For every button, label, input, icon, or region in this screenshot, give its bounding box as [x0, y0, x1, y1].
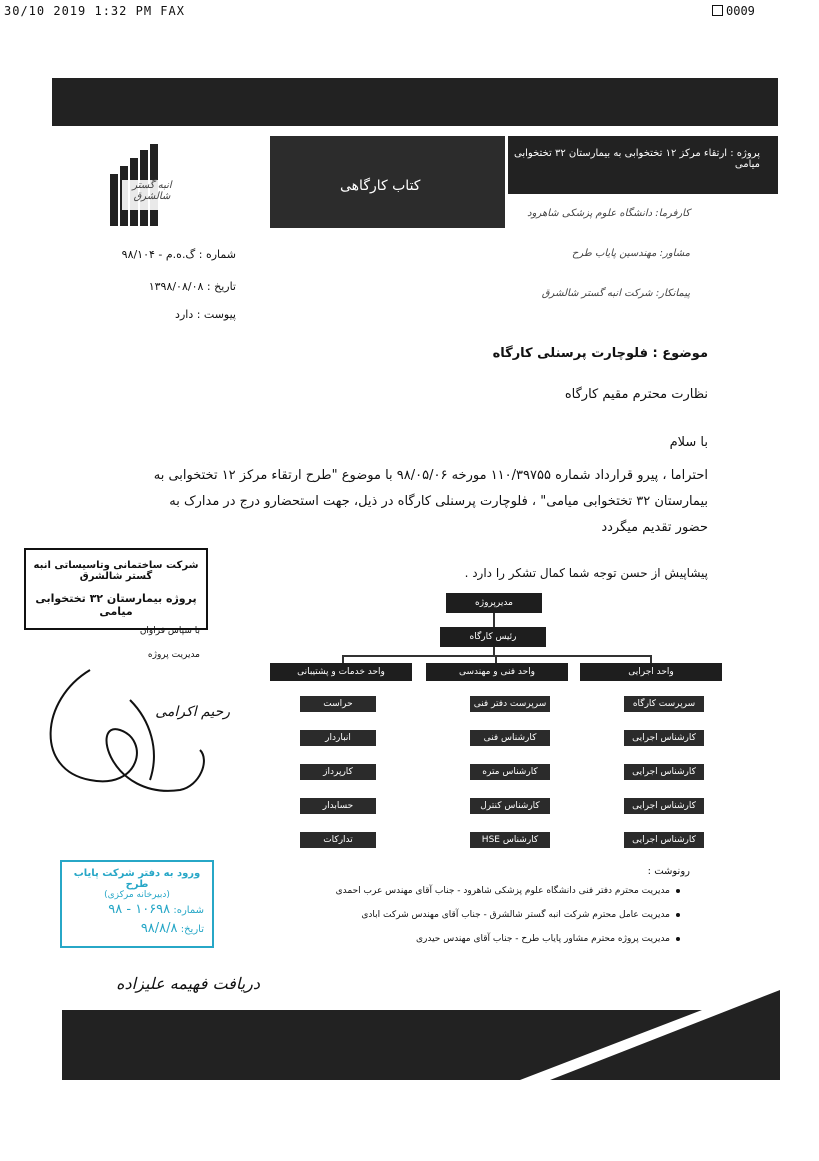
receipt-stamp: ورود به دفتر شرکت پایاب طرح (دبیرخانه مرکزی) شماره: ۱۰۶۹۸ - ۹۸ تاریخ: ۹۸/۸/۸	[60, 860, 214, 948]
letter-paragraph: احتراما ، پیرو قرارداد شماره ۱۱۰/۳۹۷۵۵ مورخه ۹۸/۰۵/۰۶ با موضوع "طرح ارتقاء مرکز ۱۲ تختخوابی به بیمارستان ۳۲ تختخوابی میامی" ، فلوچارت پرسنلی کارگاه در ذیل، جهت استحضارو درج در مدارک به حضور تقدیم میگردد	[153, 468, 708, 535]
cc-item: مدیریت محترم دفتر فنی دانشگاه علوم پزشکی شاهرود - جناب آقای مهندس عرب احمدی	[250, 886, 680, 910]
client-line: کارفرما: دانشگاه علوم پزشکی شاهرود	[527, 208, 690, 219]
signer-title: مدیریت پروژه	[147, 650, 200, 660]
letterhead-title: کتاب کارگاهی	[340, 178, 421, 194]
org-item: انباردار	[300, 730, 376, 746]
logo-text: انبه گستر شالشرق	[132, 180, 172, 202]
fax-header: 30/10 2019 1:32 PM FAX	[4, 4, 185, 18]
contractor-line: پیمانکار: شرکت انبه گستر شالشرق	[541, 288, 690, 299]
org-unit-support: واحد خدمات و پشتیبانی	[270, 663, 412, 681]
org-item: حراست	[300, 696, 376, 712]
org-connector	[342, 655, 652, 657]
greeting: با سلام	[669, 435, 708, 450]
bottom-signature: دریافت فهیمه علیزاده	[116, 974, 260, 993]
org-unit-technical: واحد فنی و مهندسی	[426, 663, 568, 681]
org-item: کارشناس اجرایی	[624, 730, 704, 746]
bullet-icon	[676, 913, 680, 917]
org-connector	[495, 655, 497, 663]
org-connector	[493, 647, 495, 655]
consultant-line: مشاور: مهندسین پایاب طرح	[571, 248, 690, 259]
org-item: حسابدار	[300, 798, 376, 814]
org-node-second: رئیس کارگاه	[440, 627, 546, 647]
letterhead-title-block	[270, 136, 505, 228]
footer-arrow-icon	[520, 980, 780, 1080]
cc-item: مدیریت عامل محترم شرکت انبه گستر شالشرق - جناب آقای مهندس شرکت ابادی	[250, 910, 680, 934]
org-connector	[342, 655, 344, 663]
org-item: کارشناس اجرایی	[624, 764, 704, 780]
bullet-icon	[676, 937, 680, 941]
attachment: پیوست : دارد	[175, 308, 236, 321]
company-stamp: شرکت ساختمانی وتاسیساتی انبه گستر شالشرق پروژه بیمارستان ۳۲ تختخوابی میامی	[24, 548, 208, 630]
header-band	[52, 78, 778, 126]
org-item: کارشناس کنترل پروژه	[470, 798, 550, 814]
org-item: سرپرست دفتر فنی	[470, 696, 550, 712]
recipient: نظارت محترم مقیم کارگاه	[564, 387, 708, 402]
closing: پیشاپیش از حسن توجه شما کمال تشکر را دارد .	[464, 566, 708, 580]
org-connector	[493, 613, 495, 627]
page-number: 0009	[712, 4, 755, 18]
subject: موضوع : فلوچارت پرسنلی کارگاه	[492, 346, 708, 361]
org-unit-executive: واحد اجرایی	[580, 663, 722, 681]
org-item: کارپرداز	[300, 764, 376, 780]
cc-label: رونوشت :	[647, 866, 690, 877]
org-item: کارشناس HSE	[470, 832, 550, 848]
bullet-icon	[676, 889, 680, 893]
org-item: کارشناس متره	[470, 764, 550, 780]
project-line: پروژه : ارتقاء مرکز ۱۲ تختخوابی به بیمارستان ۳۲ تختخوابی میامی	[514, 148, 760, 170]
org-connector	[650, 655, 652, 663]
handwritten-signature: رحیم اکرامی	[155, 704, 230, 720]
letter-number: شماره : گ.ه.م - ۹۸/۱۰۴	[121, 248, 236, 261]
cc-item: مدیریت پروژه محترم مشاور پایاب طرح - جناب آقای مهندس حیدری	[250, 934, 680, 958]
thanks: با سپاس فراوان	[139, 626, 200, 636]
org-item: کارشناس اجرایی	[624, 798, 704, 814]
signature-scribble-icon	[30, 660, 230, 810]
org-item: کارشناس اجرایی	[624, 832, 704, 848]
letter-date: تاریخ : ۱۳۹۸/۰۸/۰۸	[148, 280, 236, 293]
org-item: کارشناس فنی	[470, 730, 550, 746]
org-node-top: مدیرپروژه	[446, 593, 542, 613]
cc-list	[250, 886, 680, 958]
fax-page-icon	[712, 5, 723, 16]
org-item: تدارکات	[300, 832, 376, 848]
org-item: سرپرست کارگاه	[624, 696, 704, 712]
